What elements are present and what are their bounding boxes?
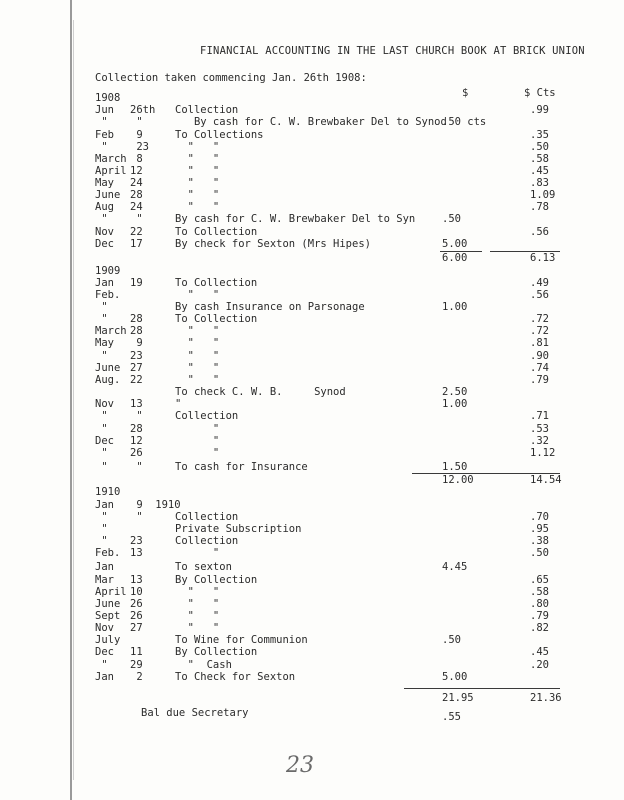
date-month: April: [95, 165, 127, 177]
description: " Cash: [175, 659, 232, 671]
amount-dollars: 21.95: [442, 692, 474, 704]
date-month: ": [95, 659, 108, 671]
amount-cents: .38: [530, 535, 549, 547]
amount-cents: .20: [530, 659, 549, 671]
date-day: 28: [130, 313, 143, 325]
date-day: 23: [130, 535, 143, 547]
description: " ": [175, 374, 220, 386]
date-day: ": [130, 213, 143, 225]
date-day: 28: [130, 423, 143, 435]
amount-cents: .53: [530, 423, 549, 435]
date-month: June: [95, 598, 121, 610]
amount-cents: .70: [530, 511, 549, 523]
description: By check for Sexton (Mrs Hipes): [175, 238, 371, 250]
date-day: 28: [130, 189, 143, 201]
description: " ": [175, 350, 220, 362]
amount-cents: .74: [530, 362, 549, 374]
description: To sexton: [175, 561, 232, 573]
date-month: Jun: [95, 104, 114, 116]
date-day: 23: [130, 350, 143, 362]
date-day: 10: [130, 586, 143, 598]
amount-dollars: 5.00: [442, 238, 468, 250]
page-subtitle: Collection taken commencing Jan. 26th 1908:: [95, 72, 367, 84]
date-day: 12: [130, 435, 143, 447]
amount-dollars: 2.50: [442, 386, 468, 398]
amount-cents: .49: [530, 277, 549, 289]
date-day: 22: [130, 374, 143, 386]
date-day: 13: [130, 398, 143, 410]
amount-cents: .83: [530, 177, 549, 189]
date-day: 26: [130, 447, 143, 459]
description: " ": [175, 177, 220, 189]
header-dollars: $: [462, 87, 469, 99]
description: " ": [175, 362, 220, 374]
description: " ": [175, 337, 220, 349]
amount-cents: .56: [530, 226, 549, 238]
date-month: ": [95, 301, 108, 313]
date-month: 1909: [95, 265, 121, 277]
description: Collection: [175, 410, 239, 422]
description: " ": [175, 189, 220, 201]
amount-cents: .71: [530, 410, 549, 422]
amount-cents: 21.36: [530, 692, 562, 704]
amount-dollars: 4.45: [442, 561, 468, 573]
amount-dollars: 1.00: [442, 301, 468, 313]
description: ": [175, 398, 182, 410]
date-month: ": [95, 511, 108, 523]
date-month: May: [95, 337, 114, 349]
amount-cents: .58: [530, 586, 549, 598]
amount-cents: 1.12: [530, 447, 556, 459]
date-month: April: [95, 586, 127, 598]
date-day: ": [130, 461, 143, 473]
date-month: ": [95, 461, 108, 473]
description: Collection: [175, 535, 239, 547]
amount-cents: .99: [530, 104, 549, 116]
description: To Collection: [175, 313, 258, 325]
date-day: 26th: [130, 104, 156, 116]
description: " ": [175, 622, 220, 634]
date-day: 23: [130, 141, 149, 153]
date-day: 11: [130, 646, 143, 658]
binding-shadow: [73, 20, 74, 780]
date-month: Nov: [95, 226, 114, 238]
date-month: Jan: [95, 561, 114, 573]
date-month: ": [95, 141, 108, 153]
description: ": [175, 423, 220, 435]
description: To check C. W. B. Synod: [175, 386, 346, 398]
date-day: 9: [130, 337, 143, 349]
amount-cents: .45: [530, 646, 549, 658]
description: By Collection: [175, 574, 258, 586]
amount-cents: .79: [530, 374, 549, 386]
balance-value: .55: [442, 711, 461, 723]
description: " ": [175, 289, 220, 301]
description: " ": [175, 201, 220, 213]
date-day: ": [130, 410, 143, 422]
date-day: 24: [130, 201, 143, 213]
date-month: Nov: [95, 398, 114, 410]
date-day: ": [130, 511, 143, 523]
date-day: 9: [130, 129, 143, 141]
description: By Collection: [175, 646, 258, 658]
description: To cash for Insurance: [175, 461, 308, 473]
date-month: ": [95, 523, 108, 535]
description: " ": [175, 586, 220, 598]
description: " ": [175, 141, 220, 153]
amount-cents: .79: [530, 610, 549, 622]
description: " ": [175, 325, 220, 337]
description: ": [175, 447, 220, 459]
date-month: Dec: [95, 238, 114, 250]
date-month: 1910: [95, 486, 121, 498]
amount-cents: .65: [530, 574, 549, 586]
header-dollars-cents: $ Cts: [524, 87, 556, 99]
amount-cents: .78: [530, 201, 549, 213]
date-month: June: [95, 362, 121, 374]
description: By cash Insurance on Parsonage: [175, 301, 365, 313]
date-month: ": [95, 447, 108, 459]
date-month: ": [95, 213, 108, 225]
date-month: Dec: [95, 435, 114, 447]
amount-cents: .56: [530, 289, 549, 301]
date-day: 17: [130, 238, 143, 250]
date-day: 22: [130, 226, 143, 238]
description: Private Subscription: [175, 523, 302, 535]
amount-cents: .72: [530, 313, 549, 325]
amount-cents: .45: [530, 165, 549, 177]
amount-cents: .95: [530, 523, 549, 535]
description: " ": [175, 598, 220, 610]
date-day: 26: [130, 610, 143, 622]
date-day: 26: [130, 598, 143, 610]
date-month: Dec: [95, 646, 114, 658]
amount-cents: .72: [530, 325, 549, 337]
amount-dollars: .50: [442, 634, 461, 646]
amount-dollars: .50 cts: [442, 116, 487, 128]
amount-dollars: 6.00: [442, 252, 468, 264]
balance-label: Bal due Secretary: [141, 707, 249, 719]
page-number: 23: [286, 753, 314, 778]
description: To Check for Sexton: [175, 671, 296, 683]
description: Collection: [175, 511, 239, 523]
amount-dollars: 1.00: [442, 398, 468, 410]
date-day: 2: [130, 671, 143, 683]
date-month: ": [95, 423, 108, 435]
date-day: 24: [130, 177, 143, 189]
amount-cents: .90: [530, 350, 549, 362]
amount-cents: .58: [530, 153, 549, 165]
date-month: Feb.: [95, 547, 121, 559]
description: To Collection: [175, 226, 258, 238]
date-month: Aug: [95, 201, 114, 213]
date-day: 29: [130, 659, 143, 671]
amount-dollars: 1.50: [442, 461, 468, 473]
date-month: Feb: [95, 129, 114, 141]
description: " ": [175, 153, 220, 165]
total-rule-1908-right: [490, 251, 560, 252]
total-rule-1908-left: [440, 251, 482, 252]
description: To Collection: [175, 277, 258, 289]
amount-cents: .82: [530, 622, 549, 634]
date-month: July: [95, 634, 121, 646]
date-month: Jan: [95, 277, 114, 289]
description: ": [175, 547, 220, 559]
description: By cash for C. W. Brewbaker Del to Synod: [175, 116, 447, 128]
date-month: Jan: [95, 499, 114, 511]
date-day: ": [130, 116, 143, 128]
date-month: Sept: [95, 610, 121, 622]
date-month: ": [95, 535, 108, 547]
date-month: June: [95, 189, 121, 201]
date-day: 8: [130, 153, 143, 165]
date-day: 13: [130, 547, 143, 559]
amount-dollars: 12.00: [442, 474, 474, 486]
amount-cents: .35: [530, 129, 549, 141]
date-month: March: [95, 153, 127, 165]
date-day: 13: [130, 574, 143, 586]
amount-dollars: 5.00: [442, 671, 468, 683]
date-day: 19: [130, 277, 143, 289]
date-month: 1908: [95, 92, 121, 104]
page-title: FINANCIAL ACCOUNTING IN THE LAST CHURCH BOOK AT BRICK UNION: [200, 45, 585, 57]
amount-cents: 6.13: [530, 252, 556, 264]
amount-cents: .80: [530, 598, 549, 610]
date-day: 27: [130, 622, 143, 634]
date-month: March: [95, 325, 127, 337]
date-month: May: [95, 177, 114, 189]
description: ": [175, 435, 220, 447]
amount-cents: .50: [530, 547, 549, 559]
date-month: ": [95, 410, 108, 422]
total-rule-1909: [412, 473, 560, 474]
amount-cents: .32: [530, 435, 549, 447]
date-day: 27: [130, 362, 143, 374]
date-day: 12: [130, 165, 143, 177]
description: Collection: [175, 104, 239, 116]
date-month: ": [95, 313, 108, 325]
date-month: ": [95, 350, 108, 362]
date-month: Feb.: [95, 289, 121, 301]
amount-dollars: .50: [442, 213, 461, 225]
description: To Wine for Communion: [175, 634, 308, 646]
description: " ": [175, 610, 220, 622]
amount-cents: 1.09: [530, 189, 556, 201]
amount-cents: 14.54: [530, 474, 562, 486]
amount-cents: .50: [530, 141, 549, 153]
total-rule-1910: [404, 688, 560, 689]
description: By cash for C. W. Brewbaker Del to Syn: [175, 213, 416, 225]
date-month: Aug.: [95, 374, 121, 386]
date-month: Jan: [95, 671, 114, 683]
description: To Collections: [175, 129, 264, 141]
description: " ": [175, 165, 220, 177]
date-month: ": [95, 116, 108, 128]
date-day: 28: [130, 325, 143, 337]
date-month: Nov: [95, 622, 114, 634]
date-day: 9 1910: [130, 499, 181, 511]
amount-cents: .81: [530, 337, 549, 349]
date-month: Mar: [95, 574, 114, 586]
binding-edge: [70, 0, 72, 800]
